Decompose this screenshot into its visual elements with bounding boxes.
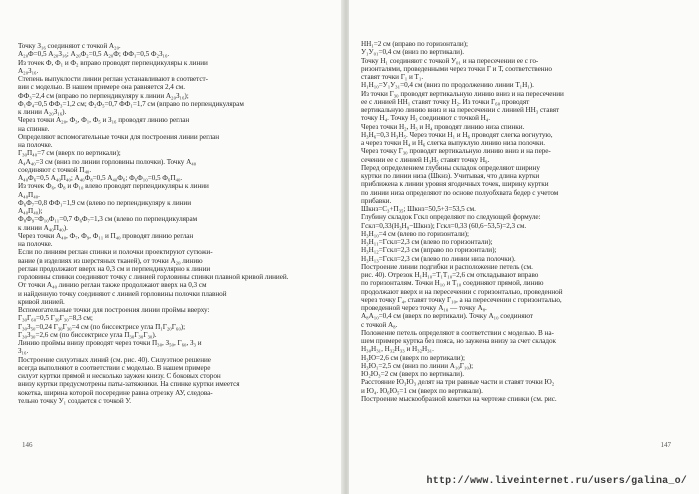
- text-line: к линии А₄₀П₄₀).: [18, 223, 68, 232]
- text-line: Степень выпуклости линии реглан устанавливают в соответст-: [18, 75, 208, 83]
- text-line: От точки А₄₀ линию реглан также продолжают вверх на 0,3 см: [18, 281, 207, 290]
- text-line: ризонталями, проведенными через точки Г и Т, соответственно: [361, 64, 552, 73]
- right-page: [349, 0, 699, 494]
- text-line: продолжают вверх и на пересечении с горизонталью, проведенной: [361, 287, 563, 296]
- text-line: А₂₀З₁₆.: [18, 66, 39, 75]
- text-line: Если по линиям реглан спинки и полочки проектируют сутюжи-: [18, 248, 213, 257]
- text-line: Из точек Ф, Ф₁ и Ф₂ вправо проводят перпендикуляры к линии: [18, 58, 208, 67]
- text-line: Н₃Н₁₃=Гскл=2,3 см (влево по линии низа полочки).: [361, 254, 516, 263]
- text-line: на спинке.: [18, 124, 50, 133]
- text-line: вертикальную линию вниз и на пересечении с линией НН₃ ставят: [361, 106, 560, 114]
- text-line: соединяют с точкой П₄₀.: [18, 165, 92, 174]
- text-line: У₁У₀₁=0,4 см (вниз по вертикали).: [361, 48, 465, 57]
- text-line: Через точки А₂₀, Ф₃, Ф₁, Ф₅ и З₁₆ проводят линию реглан: [18, 116, 190, 125]
- text-line: Н₁Н₁₀=У₁У₃₁=0,4 см (вниз по продолжению линии Т₁Н₁).: [361, 81, 534, 90]
- text-line: и найденную точку соединяют с линией горловины полочки плавной: [18, 289, 227, 298]
- text-line: через точку Г₄, ставят точку Г₁₀, а на пересечении с горизонталью,: [361, 295, 562, 304]
- text-line: Н₃Н₆=0,3 Н₃Н₅. Через точки Н₁ и Н₆ проводят слегка вогнутую,: [361, 130, 553, 139]
- text-line: Н₃Н₁₀=4 см (влево по горизонтали);: [361, 229, 469, 238]
- text-line: Н₃Н₁₁=Гскл=2,3 см (влево по горизонтали);: [361, 238, 493, 246]
- text-line: вии с моделью. В нашем примере она равняется 2,4 см.: [18, 83, 185, 92]
- text-line: Точку З₁₆ соединяют с точкой А₂₀.: [18, 42, 121, 50]
- text-line: А₄₀П₄₀);: [18, 207, 43, 215]
- text-line: Расстояние Ю₃Ю₃ делят на три равные части и ставят точки Ю₂: [361, 378, 555, 387]
- text-line: силуэт куртки прямой и несколько заужен книзу. С боковых сторон: [18, 372, 221, 380]
- text-line: Н₃Ю=2,6 см (вверх по вертикали);: [361, 353, 465, 362]
- text-line: Перед определением глубины складок определяют ширину: [361, 163, 540, 172]
- text-line: Ф₁Ф₄=0,5 ФФ₃=1,2 см; Ф₂Ф₅=0,7 ФФ₁=1,7 см (вправо по перпендикулярам: [18, 99, 244, 108]
- text-line: на полочке.: [18, 141, 53, 149]
- text-line: Шкнз=С₃+П₃₅; Шкнз=50,5+3=53,5 см.: [361, 205, 476, 213]
- text-line: прибавки.: [361, 196, 392, 205]
- text-line: Глубину складок Гскл определяют по следующей формуле:: [361, 213, 541, 222]
- text-line: реглан продолжают вверх на 0,3 см и перпендикулярно к линии: [18, 264, 211, 273]
- text-line: Ю₂Ю₃=2 см (вверх по вертикали).: [361, 370, 465, 378]
- text-line: А₂₀Ф=0,5 А₂₀З₁₆; А₂₀Ф₂=0,5 А₂₀Ф; ФФ₁=0,5 Ф₂З₁₆.: [18, 50, 170, 59]
- text-line: З₁₆.: [18, 347, 29, 356]
- text-line: проведенной через точку А₁₀ — точку А₈.: [361, 304, 487, 312]
- text-line: Через точки Н₂, Н₃ и Н₄ проводят линию низа спинки.: [361, 122, 525, 131]
- text-line: с точкой А₈.: [361, 320, 398, 329]
- text-line: Н₃Ю₁=2,5 см (вниз по линии А₁₀Г₁₀);: [361, 361, 474, 370]
- text-line: Ф₈Ф₉=Ф₁₀Ф₁₁=0,7 Ф₆Ф₇=1,3 см (влево по перпендикулярам: [18, 215, 198, 224]
- text-line: Построение силуэтных линий (см. рис. 40). Силуэтное решение: [18, 355, 211, 364]
- left-page-text: [18, 42, 331, 405]
- text-line: ФФ₃=2,4 см (вправо по перпендикуляру к линии А₂₀З₁₆);: [18, 91, 189, 100]
- text-line: А₄₀Ф₆=0,5 А₄₀П₄₀; А₄₀Ф₈=0,5 А₄₀Ф₆; Ф₆Ф₁₀=0,5 Ф₆П₄₀.: [18, 174, 183, 182]
- left-page-number: 146: [22, 441, 33, 449]
- text-line: Построение мыскообразной кокетки на чертеже спинки (см. рис.: [361, 394, 557, 403]
- text-line: рис. 40). Отрезок Н₁Н₁₀=Т₁Т₁₀=2,6 см откладывают вправо: [361, 271, 539, 279]
- text-line: ее с линией НН₁ ставят точку Н₂. Из точки Г₆₀ проводят: [361, 97, 530, 106]
- text-line: Через точку Г₃₀ проводят вертикальную линию вниз и на пере-: [361, 147, 551, 156]
- text-line: Г₃₀З₅₀=0,24 Г₃₀Г₃₀=4 см (по биссектрисе угла П₁Г₂₀Г₆₀);: [18, 322, 186, 331]
- text-line: ставят точки Г₁ и Т₁.: [361, 73, 424, 81]
- text-line: кокетка, ширина которой посередине равна отрезку АУ, следова-: [18, 388, 213, 397]
- text-line: сечении ее с линией Н₃Н₅ ставят точку Н₉.: [361, 155, 490, 164]
- text-line: внизу куртки предусмотрены паты-затяжники. На спинке куртки имеется: [18, 380, 240, 389]
- text-line: Из точки Г₃₀ проводят вертикальную линию вниз и на пересечении: [361, 89, 564, 98]
- text-line: а через точки Н₄ и Н₆ слегка выпуклую линию низа полочки.: [361, 139, 545, 147]
- text-line: на полочке.: [18, 240, 53, 248]
- text-line: А₈А₁₀=0,4 см (вверх по вертикали). Точку А₁₀ соединяют: [361, 312, 533, 321]
- text-line: кривой линией.: [18, 297, 65, 306]
- text-line: всегда выполняют в соответствии с моделью. В нашем примере: [18, 363, 211, 372]
- text-line: и Ю₄. Ю₆Ю₅=1 см (вверх по вертикали).: [361, 386, 483, 395]
- text-line: Построение линии подгибки и расположение петель (см.: [361, 262, 533, 271]
- right-page-text: [361, 40, 685, 403]
- text-line: Н₃₀Н₃₁, Н₃₂Н₃₃ и Н₃₂Н₃₁.: [361, 345, 434, 354]
- text-line: Г₃₀З₃₀=2,6 см (по биссектрисе угла П₃₀Г₃₀Г₃₀).: [18, 330, 157, 339]
- text-line: приближена к линии уровня ягодичных точек, ширину куртки: [361, 180, 549, 189]
- text-line: А₄₀П₄₀.: [18, 190, 40, 199]
- text-line: Определяют вспомогательные точки для построения линии реглан: [18, 132, 220, 141]
- right-page-number: 147: [660, 441, 671, 449]
- text-line: Из точек Ф₆, Ф₈ и Ф₁₀ влево проводят перпендикуляры к линии: [18, 182, 209, 191]
- text-line: Г₃₀П₄₀=7 см (вверх по вертикали);: [18, 149, 121, 158]
- text-line: А₄А₄₀=3 см (вниз по линии горловины полочки). Точку А₄₀: [18, 157, 197, 166]
- left-page: [0, 0, 343, 494]
- text-line: Точку Н₁ соединяют с точкой У₀₁ и на пересечении ее с го-: [361, 56, 539, 65]
- text-line: к линии А₂₀З₁₆).: [18, 108, 67, 116]
- text-line: шем примере куртка без пояса, но заужена внизу за счет складок: [361, 337, 556, 345]
- text-line: Линию проймы внизу проводят через точки П₃₀, З₅₀, Г₆₀, З₃ и: [18, 339, 202, 347]
- text-line: вание (в изделиях из шерстяных тканей), от точки А₂₀ линию: [18, 256, 203, 265]
- text-line: горловины спинки соединяют точку с линией горловины спинки плавной кривой линией.: [18, 273, 289, 281]
- text-line: по горизонталям. Точки Н₁₀ и Т₁₀ соединяют прямой, линию: [361, 279, 544, 288]
- text-line: Н₃Н₁₂=Гскл=2,3 см (вправо по горизонтали);: [361, 246, 497, 255]
- text-line: по линии низа определяют по основе полуобхвата бедер с учетом: [361, 188, 559, 197]
- watermark-url[interactable]: http://www.liveinternet.ru/users/galina_o/: [426, 476, 687, 487]
- text-line: Положение петель определяют в соответствии с моделью. В на-: [361, 328, 554, 337]
- text-line: Через точки А₄₀, Ф₇, Ф₉, Ф₁₁ и П₄₀ проводят линию реглан: [18, 231, 194, 240]
- text-line: Вспомогательные точки для построения линии проймы вверху:: [18, 306, 210, 314]
- text-line: Гскл=0,33(Н₃Н₉−Шкнз); Гскл=0,33 (60,6−53,5)=2,3 см.: [361, 221, 527, 230]
- text-line: НН₁=2 см (вправо по горизонтали);: [361, 40, 468, 48]
- text-line: Г₃₀Г₆₀=0,5 Г₃₀Г₃₀=8,3 см;: [18, 314, 93, 323]
- text-line: точку Н₄. Точку Н₃ соединяют с точкой Н₄.: [361, 114, 490, 123]
- text-line: куртки по линии низа (Шкнз). Учитывая, что длина куртки: [361, 172, 540, 180]
- text-line: тельно точку У₁ создается с точкой У.: [18, 396, 132, 405]
- text-line: Ф₆Ф₇=0,8 ФФ₁=1,9 см (влево по перпендикуляру к линии: [18, 198, 192, 207]
